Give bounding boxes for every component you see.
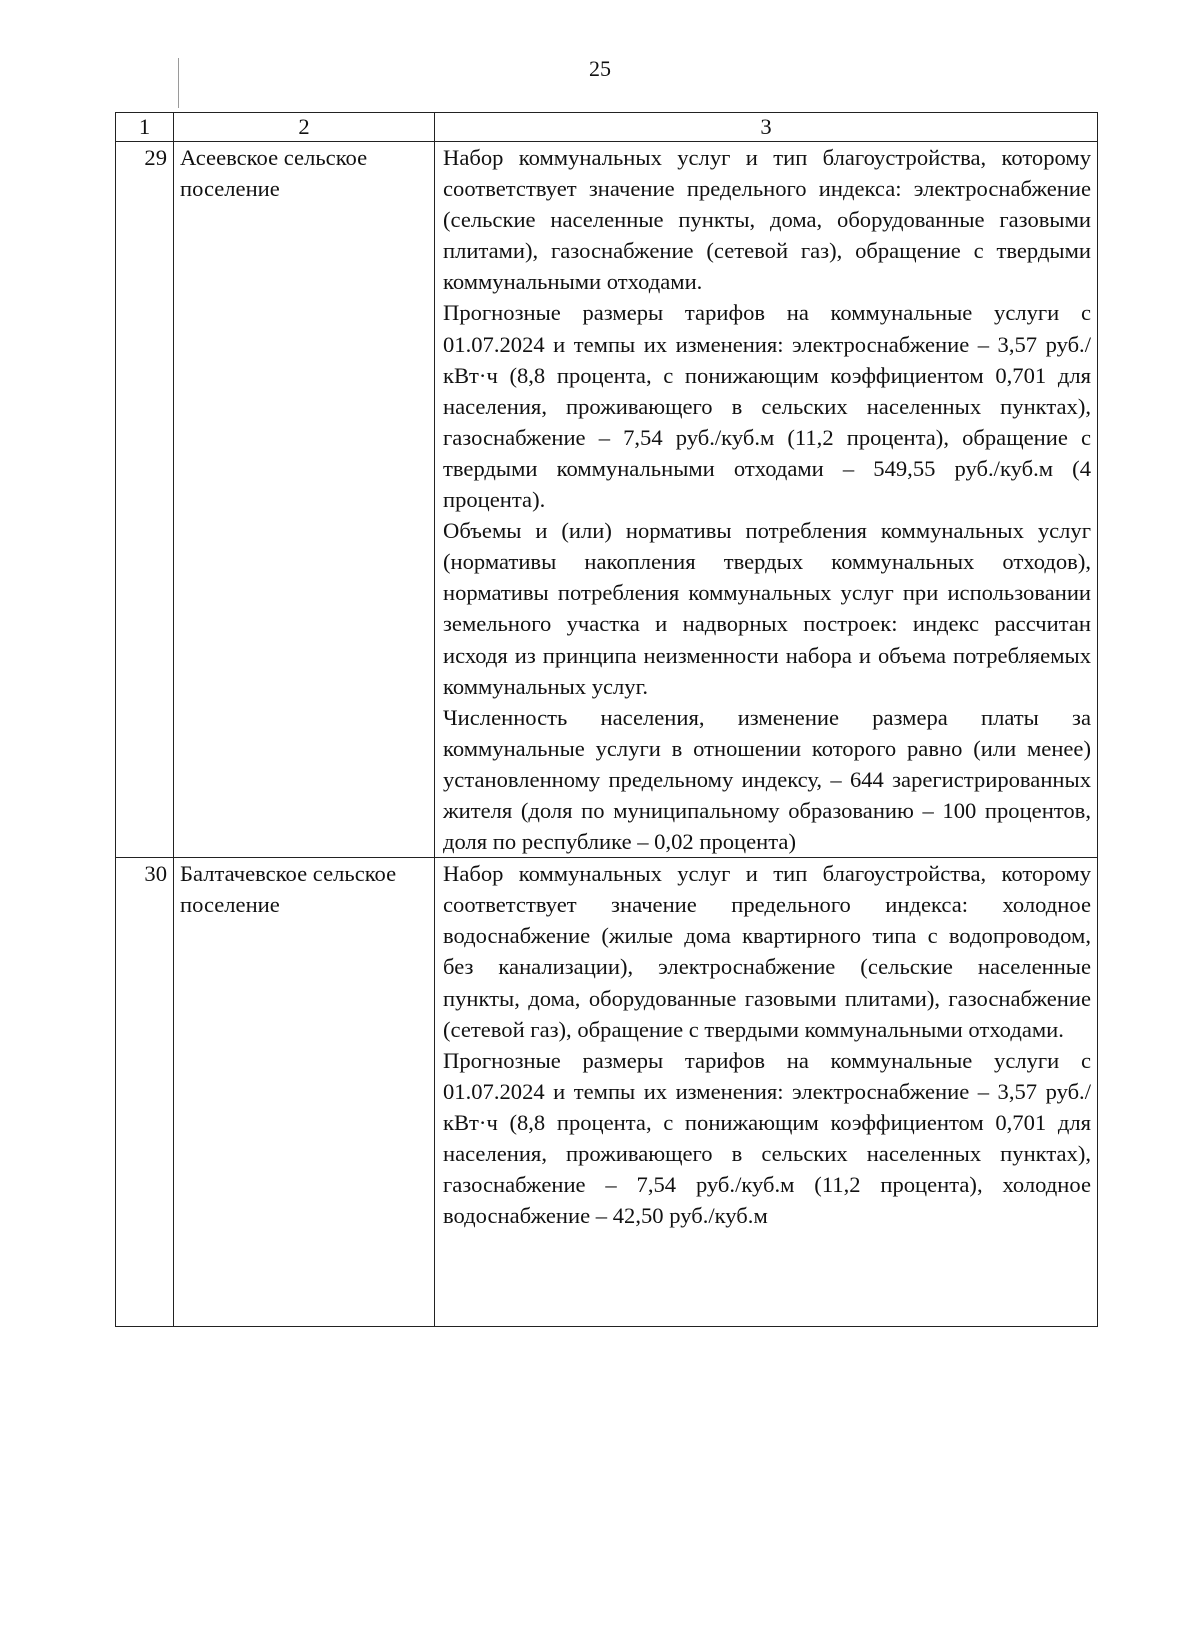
row-description [435, 142, 1098, 858]
tariff-table [115, 112, 1098, 1327]
settlement-name: Балтачевское сельское поселение [174, 858, 435, 1327]
row-description [435, 858, 1098, 1327]
paragraph-tariffs: Прогнозные размеры тарифов на коммунальные услуги с 01.07.2024 и темпы их изменения: электроснабжение – 3,57 руб./кВт·ч (8,8 процента, с понижающим коэффициентом 0,701 для населения, проживающего в сельских населенных пунктах), газоснабжение – 7,54 руб./куб.м (11,2 процента), холодное водоснабжение – 42,50 руб./куб.м [443, 1047, 1091, 1229]
paragraph-tariffs: Прогнозные размеры тарифов на коммунальные услуги с 01.07.2024 и темпы их изменения: электроснабжение – 3,57 руб./кВт·ч (8,8 процента, с понижающим коэффициентом 0,701 для населения, проживающего в сельских населенных пунктах), газоснабжение – 7,54 руб./куб.м (11,2 процента), обращение с твердыми коммунальными отходами – 549,55 руб./куб.м (4 процента). [443, 300, 1091, 513]
margin-line [178, 58, 179, 108]
row-description-clip [443, 858, 1091, 1326]
paragraph-norms: Объемы и (или) нормативы потребления коммунальных услуг (нормативы накопления твердых коммунальных отходов), нормативы потребления коммунальных услуг при использовании земельного участка и надворных построек: индекс рассчитан исходя из принципа неизменности набора и объема потребляемых коммунальных услуг. [443, 518, 1091, 699]
row-number: 29 [116, 142, 174, 858]
header-col-3: 3 [435, 113, 1098, 142]
paragraph-population: Численность населения, изменение размера платы за коммунальные услуги в отношении которого равно (или менее) установленному предельному индексу, – 644 зарегистрированных жителя (доля по муниципальному образованию – 100 процентов, доля по республике – 0,02 процента) [443, 704, 1091, 855]
paragraph-services: Набор коммунальных услуг и тип благоустройства, которому соответствует значение предельного индекса: холодное водоснабжение (жилые дома квартирного типа с водопроводом, без канализации), электроснабжение (сельские населенные пункты, дома, оборудованные газовыми плитами), газоснабжение (сетевой газ), обращение с твердыми коммунальными отходами. [443, 861, 1091, 1042]
table-row [116, 858, 1098, 1327]
table-row [116, 142, 1098, 858]
header-col-1: 1 [116, 113, 174, 142]
paragraph-services: Набор коммунальных услуг и тип благоустройства, которому соответствует значение предельного индекса: электроснабжение (сельские населенные пункты, дома, оборудованные газовыми плитами), газоснабжение (сетевой газ), обращение с твердыми коммунальными отходами. [443, 145, 1091, 295]
header-col-2: 2 [174, 113, 435, 142]
page-number: 25 [589, 56, 611, 81]
row-number: 30 [116, 858, 174, 1327]
table-header-row [116, 113, 1098, 142]
settlement-name: Асеевское сельское поселение [174, 142, 435, 858]
